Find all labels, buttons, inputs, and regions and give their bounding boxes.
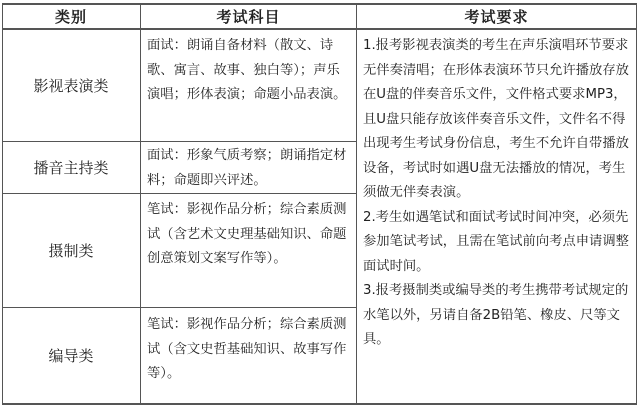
header-subjects: 考试科目: [216, 7, 281, 26]
table-border-right: [636, 3, 637, 405]
requirements-cell: [357, 34, 636, 402]
requirement-3: 3.报考摄制类或编导类的考生携带考试规定的水笔以外，另请自备2B铅笔、橡皮、尺等文具。: [363, 283, 629, 347]
category-production: 摄制类: [48, 242, 94, 260]
category-acting: 影视表演类: [33, 77, 109, 95]
subjects-acting: 面试：朗诵自备材料（散文、诗歌、寓言、故事、独白等）；声乐演唱；形体表演；命题小品表演。: [147, 38, 347, 102]
requirement-2: 2.考生如遇笔试和面试考试时间冲突，必须先参加笔试考试，且需在笔试前向考点申请调整面试时间。: [363, 209, 629, 274]
table-border-bottom: [2, 403, 637, 405]
subjects-production: 笔试：影视作品分析；综合素质测试（含艺术文史理基础知识、命题创意策划文案写作等）。: [147, 202, 347, 266]
header-category: 类别: [54, 7, 87, 26]
subjects-directing: 笔试：影视作品分析；综合素质测试（含文史哲基础知识、故事写作等）。: [147, 317, 347, 381]
subjects-broadcasting: 面试：形象气质考察；朗诵指定材料；命题即兴评述。: [147, 148, 347, 188]
header-requirements: 考试要求: [464, 7, 529, 26]
category-broadcasting: 播音主持类: [33, 159, 109, 177]
category-directing: 编导类: [48, 347, 94, 365]
requirement-1: 1.报考影视表演类的考生在声乐演唱环节要求无伴奏清唱；在形体表演环节只允许播放存放在U盘的伴奏音乐文件，文件格式要求MP3，且U盘只能存放该伴奏音乐文件，文件名不得出现考生考试身份信息，考生不允许自带播放设备，考试时如遇U盘无法播放的情况，考生须做无伴奏表演。: [363, 38, 629, 200]
exam-table: [2, 3, 637, 405]
